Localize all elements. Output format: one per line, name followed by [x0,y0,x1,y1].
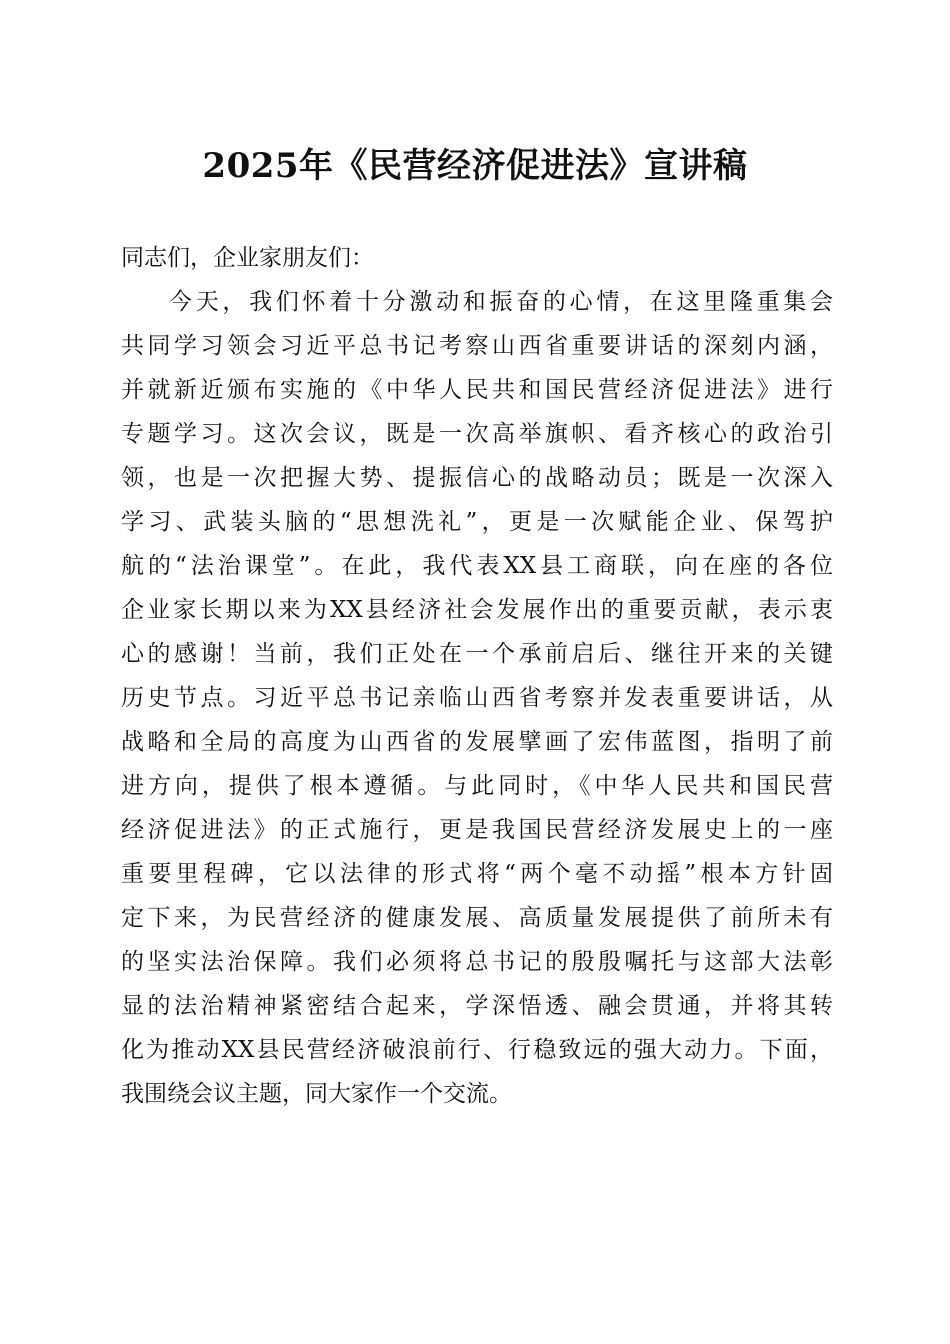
paragraph-line: 企业家长期以来为XX县经济社会发展作出的重要贡献，表示衷 [121,597,833,623]
paragraph-line: 的坚实法治保障。我们必须将总书记的殷殷嘱托与这部大法彰 [121,949,833,975]
paragraph-line: 共同学习领会习近平总书记考察山西省重要讲话的深刻内涵， [121,333,833,359]
paragraph-line: 战略和全局的高度为山西省的发展擘画了宏伟蓝图，指明了前 [121,729,833,755]
paragraph-line: 重要里程碑，它以法律的形式将“两个毫不动摇”根本方针固 [121,861,833,887]
salutation-text: 同志们，企业家朋友们： [121,245,374,271]
paragraph-line: 化为推动XX县民营经济破浪前行、行稳致远的强大动力。下面， [121,1037,833,1063]
salutation-line [121,236,833,280]
paragraph-line: 经济促进法》的正式施行，更是我国民营经济发展史上的一座 [121,817,833,843]
paragraph-line: 进方向，提供了根本遵循。与此同时，《中华人民共和国民营 [121,773,833,799]
paragraph-line: 我围绕会议主题，同大家作一个交流。 [121,1081,512,1107]
paragraph-line: 历史节点。习近平总书记亲临山西省考察并发表重要讲话，从 [121,685,833,711]
paragraph-line: 专题学习。这次会议，既是一次高举旗帜、看齐核心的政治引 [121,421,833,447]
paragraph-line: 领，也是一次把握大势、提振信心的战略动员；既是一次深入 [121,465,833,491]
document-body [121,236,833,1116]
paragraph-line: 心的感谢！当前，我们正处在一个承前启后、继往开来的关键 [121,641,833,667]
paragraph-line: 学习、武装头脑的“思想洗礼”，更是一次赋能企业、保驾护 [121,509,833,535]
paragraph-line: 定下来，为民营经济的健康发展、高质量发展提供了前所未有 [121,905,833,931]
paragraph-line: 并就新近颁布实施的《中华人民共和国民营经济促进法》进行 [121,377,833,403]
paragraph-line: 显的法治精神紧密结合起来，学深悟透、融会贯通，并将其转 [121,993,833,1019]
document-title: 2025年《民营经济促进法》宣讲稿 [202,146,748,186]
paragraph-line: 今天，我们怀着十分激动和振奋的心情，在这里隆重集会 [169,289,833,315]
paragraph-line: 航的“法治课堂”。在此，我代表XX县工商联，向在座的各位 [121,553,833,579]
